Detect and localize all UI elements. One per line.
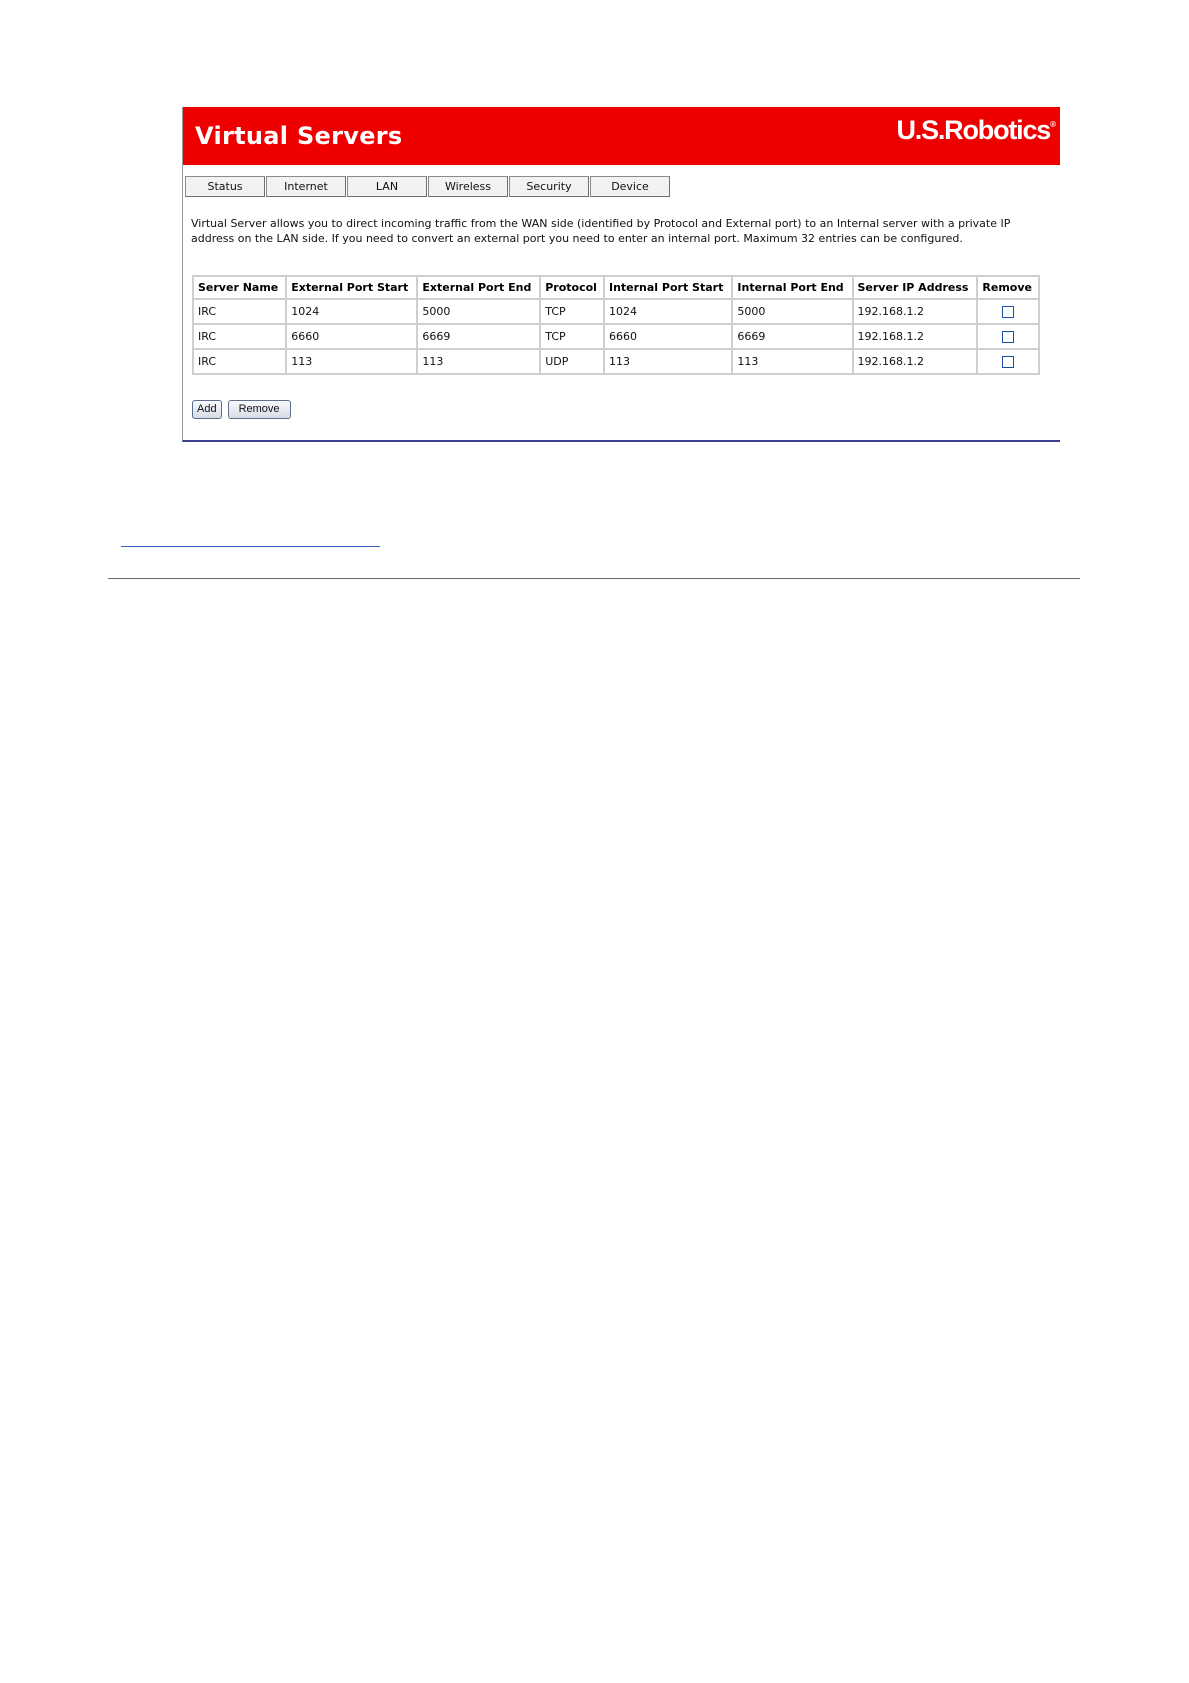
brand-logo [896, 115, 1056, 146]
cell-internal-port-start: 113 [604, 349, 732, 374]
table-row [193, 299, 1039, 324]
column-header-internal-port-start: Internal Port Start [604, 276, 732, 299]
cell-internal-port-start: 6660 [604, 324, 732, 349]
cell-external-port-start: 113 [286, 349, 417, 374]
tab-device[interactable]: Device [590, 176, 670, 197]
cell-protocol: TCP [540, 299, 604, 324]
tab-security[interactable]: Security [509, 176, 589, 197]
cell-internal-port-start: 1024 [604, 299, 732, 324]
cell-internal-port-end: 113 [732, 349, 852, 374]
table-header-row [193, 276, 1039, 299]
remove-checkbox[interactable] [1002, 356, 1014, 368]
cell-external-port-end: 5000 [417, 299, 540, 324]
action-buttons [192, 400, 291, 419]
cell-server-ip-address: 192.168.1.2 [853, 349, 978, 374]
cell-internal-port-end: 5000 [732, 299, 852, 324]
cell-remove [977, 324, 1039, 349]
column-header-external-port-end: External Port End [417, 276, 540, 299]
cell-server-ip-address: 192.168.1.2 [853, 324, 978, 349]
cell-protocol: TCP [540, 324, 604, 349]
column-header-server-ip-address: Server IP Address [853, 276, 978, 299]
cell-internal-port-end: 6669 [732, 324, 852, 349]
gray-divider [108, 578, 1080, 579]
column-header-remove: Remove [977, 276, 1039, 299]
cell-external-port-start: 6660 [286, 324, 417, 349]
table-row [193, 349, 1039, 374]
blue-divider [121, 546, 380, 547]
nav-tabs [185, 176, 671, 197]
column-header-external-port-start: External Port Start [286, 276, 417, 299]
virtual-servers-panel [182, 107, 1060, 442]
cell-external-port-end: 113 [417, 349, 540, 374]
remove-checkbox[interactable] [1002, 306, 1014, 318]
cell-protocol: UDP [540, 349, 604, 374]
column-header-server-name: Server Name [193, 276, 286, 299]
brand-logo-text: U.S.Robotics [896, 115, 1051, 145]
cell-remove [977, 349, 1039, 374]
cell-server-name: IRC [193, 324, 286, 349]
cell-server-name: IRC [193, 299, 286, 324]
tab-status[interactable]: Status [185, 176, 265, 197]
column-header-protocol: Protocol [540, 276, 604, 299]
cell-external-port-end: 6669 [417, 324, 540, 349]
page-title: Virtual Servers [195, 122, 403, 150]
registered-mark: ® [1050, 120, 1056, 129]
cell-server-ip-address: 192.168.1.2 [853, 299, 978, 324]
cell-external-port-start: 1024 [286, 299, 417, 324]
remove-button[interactable]: Remove [228, 400, 291, 419]
tab-internet[interactable]: Internet [266, 176, 346, 197]
remove-checkbox[interactable] [1002, 331, 1014, 343]
tab-lan[interactable]: LAN [347, 176, 427, 197]
column-header-internal-port-end: Internal Port End [732, 276, 852, 299]
virtual-server-table [192, 275, 1040, 375]
cell-server-name: IRC [193, 349, 286, 374]
table-row [193, 324, 1039, 349]
add-button[interactable]: Add [192, 400, 222, 419]
tab-wireless[interactable]: Wireless [428, 176, 508, 197]
description-text: Virtual Server allows you to direct incoming traffic from the WAN side (identified by Protocol and External port) to an Internal server with a private IP address on the LAN side. If you need to convert an external port you need to enter an internal port. Maximum 32 entries can be configured. [191, 217, 1011, 245]
cell-remove [977, 299, 1039, 324]
header-bar [183, 107, 1060, 165]
